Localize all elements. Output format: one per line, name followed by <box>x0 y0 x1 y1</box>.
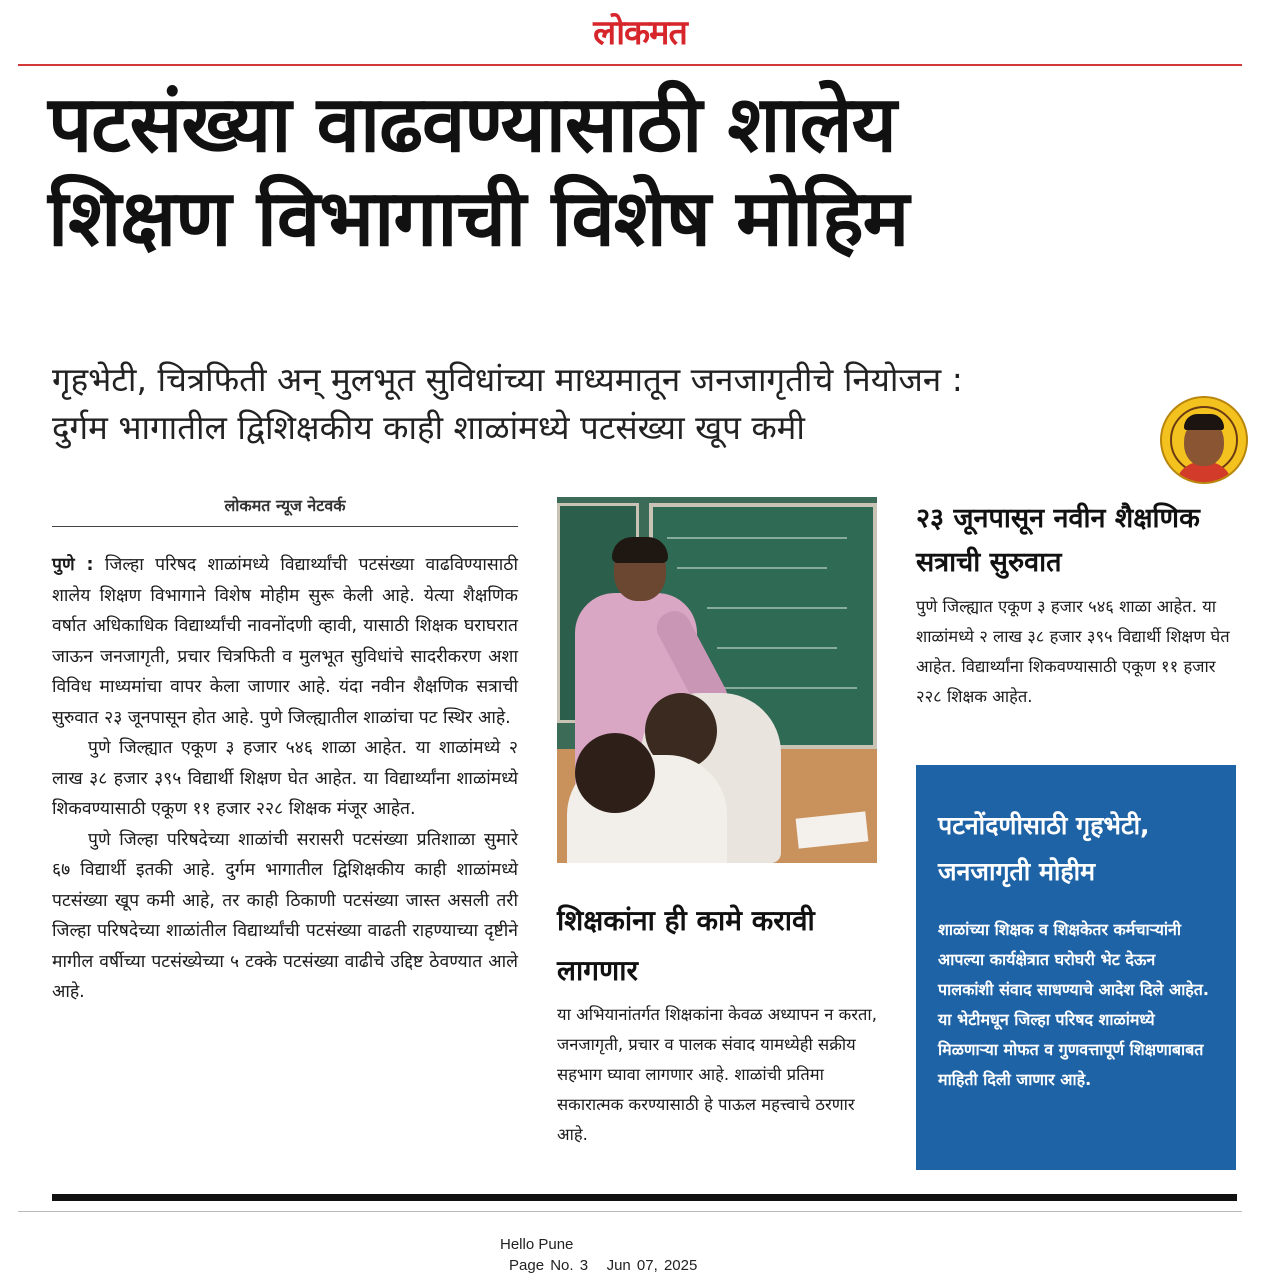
chalk-line <box>707 687 857 689</box>
subheadline-line-1: गृहभेटी, चित्रफिती अन् मुलभूत सुविधांच्या माध्यमातून जनजागृतीचे नियोजन : <box>52 360 963 399</box>
stamp-hair <box>1184 414 1224 430</box>
teacher-duties-body: या अभियानांतर्गत शिक्षकांना केवळ अध्यापन न करता, जनजागृती, प्रचार व पालक संवाद यामध्येही सक्रीय सहभाग घ्यावा लागणार आहे. शाळांची प्रतिमा सकारात्मक करण्यासाठी हे पाऊल महत्त्वाचे ठरणार आहे. <box>557 1005 877 1144</box>
masthead-rule <box>18 64 1242 66</box>
classroom-photo <box>557 497 877 863</box>
dateline: पुणे : <box>52 555 94 575</box>
article-bottom-rule <box>52 1194 1237 1201</box>
article-body <box>52 550 518 1008</box>
footer-page-info <box>509 1257 697 1274</box>
paragraph-1-text: जिल्हा परिषद शाळांमध्ये विद्यार्थ्यांची पटसंख्या वाढविण्यासाठी शालेय शिक्षण विभागाने विशेष मोहीम सुरू केली आहे. येत्या शैक्षणिक वर्षात अधिकाधिक विद्यार्थ्यांची नावनोंदणी व्हावी, यासाठी शिक्षक घराघरात जाऊन जनजागृती, प्रचार चित्रफिती व मुलभूत सुविधांचे सादरीकरण अशा विविध माध्यमांचा वापर केला जाणार आहे. यंदा नवीन शैक्षणिक सत्राची सुरुवात २३ जूनपासून होत आहे. पुणे जिल्ह्यातील शाळांचा पट स्थिर आहे. <box>52 555 518 728</box>
enrollment-campaign-box <box>916 765 1236 1170</box>
paragraph-3: पुणे जिल्हा परिषदेच्या शाळांची सरासरी पटसंख्या प्रतिशाळा सुमारे ६७ विद्यार्थी इतकी आहे. दुर्गम भागातील द्विशिक्षकीय काही शाळांमध्ये पटसंख्या खूप कमी आहे, तर काही ठिकाणी पटसंख्या जास्त असली तरी जिल्हा परिषदेच्या शाळांतील विद्यार्थ्यांची पटसंख्या वाढती राहण्याच्या दृष्टीने मागील वर्षीच्या पटसंख्येच्या ५ टक्के पटसंख्या वाढीचे उद्दिष्ट ठेवण्यात आले आहे. <box>52 829 518 1002</box>
footer-date: Jun 07, 2025 <box>606 1257 698 1274</box>
footer-page-number: Page No. 3 <box>509 1257 589 1274</box>
enrollment-campaign-heading: पटनोंदणीसाठी गृहभेटी, जनजागृती मोहीम <box>938 811 1150 886</box>
byline-rule <box>52 526 518 527</box>
chalk-line <box>667 537 847 539</box>
chalk-line <box>717 647 837 649</box>
chalk-line <box>677 567 827 569</box>
headline-line-2: शिक्षण विभागाची विशेष मोहिम <box>48 174 909 264</box>
paragraph-1 <box>52 550 518 733</box>
newspaper-logo: लोकमत <box>593 13 687 53</box>
session-start-heading: २३ जूनपासून नवीन शैक्षणिक सत्राची सुरुवात <box>916 503 1200 578</box>
student-front-head <box>575 733 655 813</box>
footer-publication: Hello Pune <box>500 1236 574 1253</box>
enrollment-campaign-body: शाळांच्या शिक्षक व शिक्षकेतर कर्मचाऱ्यांनी आपल्या कार्यक्षेत्रात घरोघरी भेट देऊन पालकांशी संवाद साधण्याचे आदेश दिले आहेत. या भेटीमधून जिल्हा परिषद शाळांमध्ये मिळणाऱ्या मोफत व गुणवत्तापूर्ण शिक्षणाबाबत माहिती दिली जाणार आहे. <box>938 920 1209 1089</box>
portrait-stamp <box>1160 396 1248 484</box>
footer-rule <box>18 1211 1242 1212</box>
chalk-line <box>707 607 847 609</box>
headline-line-1: पटसंख्या वाढवण्यासाठी शालेय <box>48 80 896 170</box>
subheadline <box>52 356 1152 452</box>
teacher-duties-heading: शिक्षकांना ही कामे करावी लागणार <box>557 904 815 987</box>
teacher-hair <box>612 537 668 563</box>
paragraph-2: पुणे जिल्ह्यात एकूण ३ हजार ५४६ शाळा आहेत. या शाळांमध्ये २ लाख ३८ हजार ३९५ विद्यार्थी शिक्षण घेत आहेत. या विद्यार्थ्यांना शाळांमध्ये शिकवण्यासाठी एकूण ११ हजार २२८ शिक्षक मंजूर आहेत. <box>52 738 518 819</box>
session-start-body: पुणे जिल्ह्यात एकूण ३ हजार ५४६ शाळा आहेत. या शाळांमध्ये २ लाख ३८ हजार ३९५ विद्यार्थी शिक्षण घेत आहेत. विद्यार्थ्यांना शिकवण्यासाठी एकूण ११ हजार २२८ शिक्षक आहेत. <box>916 597 1230 706</box>
subheadline-line-2: दुर्गम भागातील द्विशिक्षकीय काही शाळांमध्ये पटसंख्या खूप कमी <box>52 408 805 447</box>
headline <box>48 78 1238 266</box>
byline: लोकमत न्यूज नेटवर्क <box>224 496 346 515</box>
